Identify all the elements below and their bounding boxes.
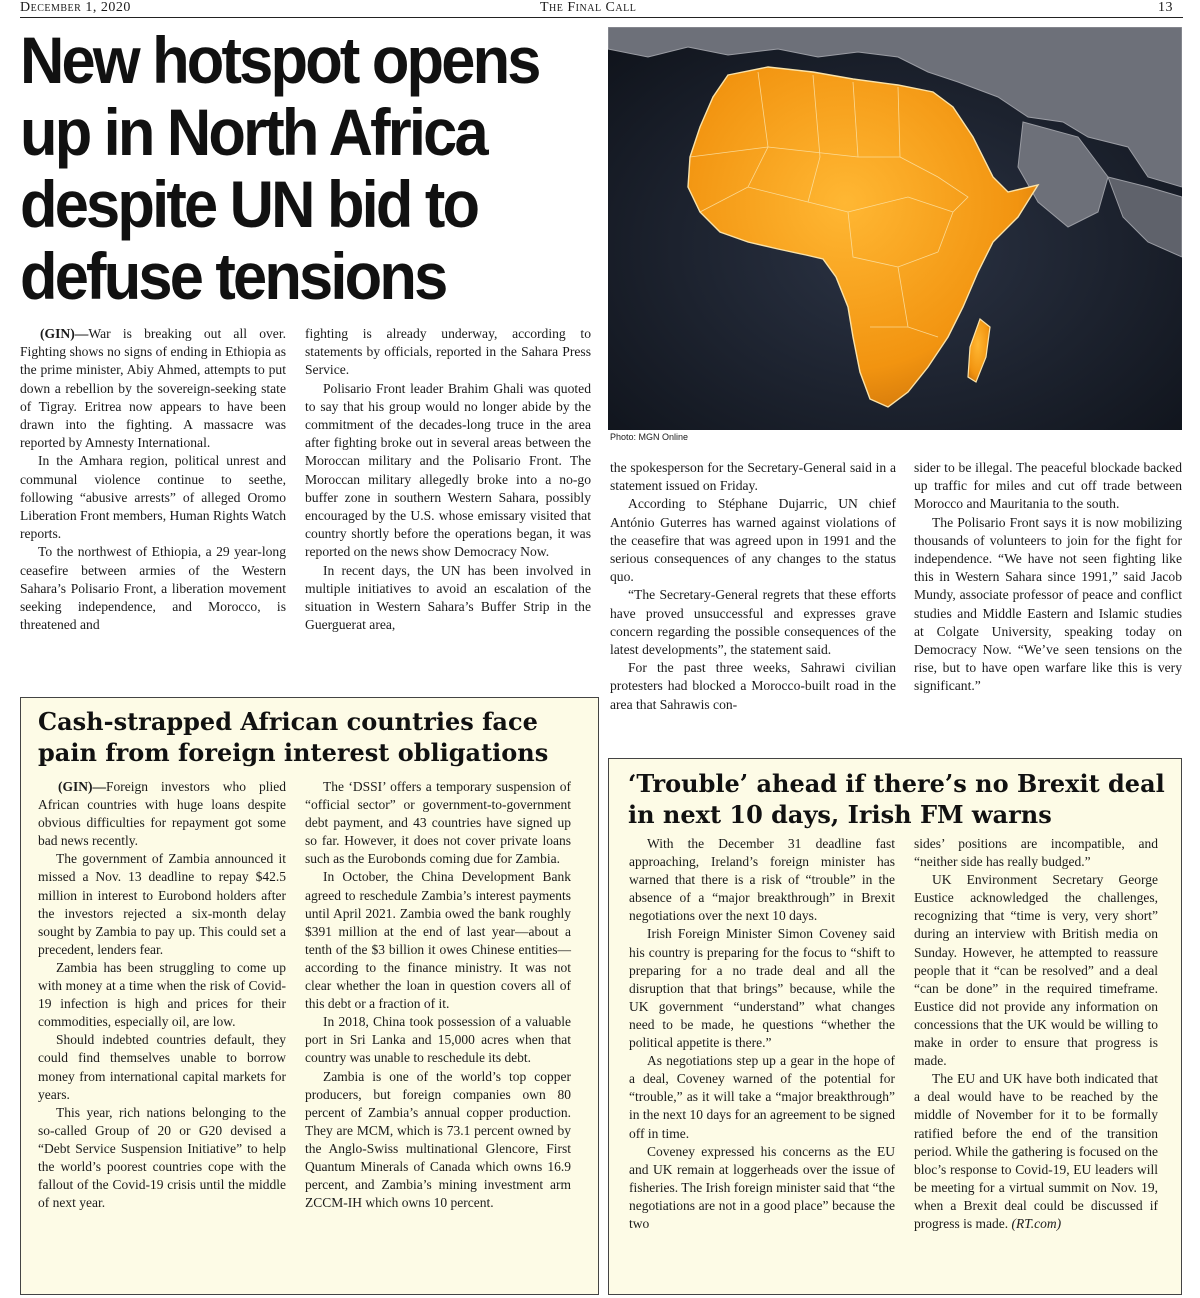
dateline: (GIN)— [40,326,89,341]
debt-paragraph: Zambia is one of the world’s top copper producers, but foreign companies own 80 percent of Zambia’s annual copper production. They are MCM, which is 73.1 percent owned by the Anglo-Swiss multinational Glencore, First Quantum Minerals of Canada which owns 16.9 percent, and Zambia’s mining investment arm ZCCM-IH which owns 10 percent. [305,1068,571,1211]
lead-paragraph: sider to be illegal. The peaceful blockade backed up traffic for miles and cut off trade between Morocco and Mauritania to the south. [914,460,1182,512]
lead-column-3 [610,459,896,714]
lead-column-4 [914,459,1182,696]
lead-column-1 [20,325,286,634]
brexit-paragraph: UK Environment Secretary George Eustice acknowledged the challenges, recognizing that “time is very, very short” during an interview with British media on Sunday. However, he attempted to reassure people that it “can be resolved” and a deal “can be done” in the required timeframe. Eustice did not provide any information on concessions that the UK would be willing to make in order to ensure that progress is made. [914,872,1158,1069]
lead-paragraph: For the past three weeks, Sahrawi civilian protesters had blocked a Morocco-built road in the area that Sahrawis con- [610,660,896,712]
lead-paragraph: The Polisario Front says it is now mobilizing thousands of volunteers to join for the fight for independence. “We have not seen fighting like this in Western Sahara since 1991,” said Jacob Mundy, associate professor of peace and conflict studies and Middle Eastern and Islamic studies at Colgate University, speaking today on Democracy Now. “We’ve seen tensions on the rise, but to have open warfare like this is very significant.” [914,514,1182,694]
issue-date: December 1, 2020 [20,0,131,15]
brexit-paragraph: Coveney expressed his concerns as the EU and UK remain at loggerheads over the issue of fisheries. The Irish foreign minister said that “the negotiations are not in a good place” because the two [629,1143,895,1231]
photo-credit: Photo: MGN Online [610,432,689,442]
source-credit: (RT.com) [1011,1215,1062,1231]
debt-paragraph: Zambia has been struggling to come up with money at a time when the risk of Covid-19 infection is high and prices for their commodities, especially oil, are low. [38,959,286,1030]
lead-paragraph: Polisario Front leader Brahim Ghali was quoted to say that his group would no longer abide by the commitment of the decades-long truce in the area after fighting broke out in several areas between the Moroccan military and the Polisario Front. The Moroccan military allegedly broke into a no-go buffer zone in southern Western Sahara, possibly encouraged by the U.S. whose emissary visited that country shortly before the operations began, it was reported on the news show Democracy Now. [305,380,591,560]
lead-paragraph: In recent days, the UN has been involved in multiple initiatives to avoid an escalation of the situation in Western Sahara’s Buffer Strip in the Guerguerat area, [305,562,591,633]
debt-paragraph: The ‘DSSI’ offers a temporary suspension of “official sector” or government-to-government debt payment, and 43 countries have signed up so far. However, it does not cover private loans such as the Eurobonds coming due for Zambia. [305,779,571,867]
debt-paragraph: In October, the China Development Bank agreed to reschedule Zambia’s interest payments until April 2021. Zambia owed the bank roughly $391 million at the end of last year—about a tenth of the $3 billion it owes Chinese entities—according to the finance ministry. It was not clear whether the loan in question covers all of this debt or a fraction of it. [305,869,571,1012]
debt-paragraph: In 2018, China took possession of a valuable port in Sri Lanka and 15,000 acres when that country was unable to reschedule its debt. [305,1014,571,1066]
brexit-paragraph: sides’ positions are incompatible, and “neither side has really budged.” [914,836,1158,870]
lead-paragraph: (GIN)—War is breaking out all over. Fighting shows no signs of ending in Ethiopia as the prime minister, Abiy Ahmed, attempts to put down a rebellion by the sovereign-seeking state of Tigray. Eritrea now appears to have been drawn into the fighting. A massacre was reported by Amnesty International. [20,326,286,451]
lead-paragraph: To the northwest of Ethiopia, a 29 year-long ceasefire between armies of the Western Sahara’s Polisario Front, a liberation movement seeking independence, and Morocco, is threatened and [20,544,286,633]
page-number: 13 [1158,0,1173,15]
paper-name: The Final Call [540,0,637,15]
lead-column-2 [305,325,591,634]
brexit-column-2 [914,835,1158,1233]
lead-paragraph: “The Secretary-General regrets that these efforts have proved unsuccessful and expresses grave concern regarding the possible consequences of the latest developments”, the statement said. [610,587,896,658]
brexit-paragraph: With the December 31 deadline fast approaching, Ireland’s foreign minister has warned that there is a risk of “trouble” in the absence of a “major breakthrough” in Brexit negotiations over the next 10 days. [629,836,895,924]
brexit-column-1 [629,835,895,1233]
debt-paragraph: The government of Zambia announced it missed a Nov. 13 deadline to repay $42.5 million in interest to Eurobond holders after the investors rejected a six-month delay sought by Zambia to pay up. This could set a precedent, lenders fear. [38,851,286,957]
debt-paragraph: (GIN)—Foreign investors who plied African countries with huge loans despite obvious difficulties for repayment got some bad news recently. [38,779,286,849]
debt-column-1 [38,778,286,1212]
africa-map-illustration [608,27,1182,430]
lead-paragraph: In the Amhara region, political unrest and communal violence continue to seethe, following “abusive arrests” of alleged Oromo Liberation Front members, Human Rights Watch reports. [20,453,286,542]
header-rule [20,17,1183,18]
lead-headline: New hotspot opens up in North Africa despite UN bid to defuse tensions [20,23,539,313]
brexit-paragraph: The EU and UK have both indicated that a deal would have to be reached by the middle of November for it to be formally ratified before the end of the transition period. While the gathering is focused on the bloc’s response to Covid-19, EU leaders will be meeting for a virtual summit on Nov. 19, when a Brexit deal could be discussed if progress is made. (RT.com) [914,1071,1158,1231]
africa-map-photo [608,27,1182,430]
dateline: (GIN)— [58,779,106,794]
debt-paragraph: Should indebted countries default, they could find themselves unable to borrow money from international capital markets for years. [38,1032,286,1102]
lead-paragraph: the spokesperson for the Secretary-General said in a statement issued on Friday. [610,460,896,494]
debt-paragraph: This year, rich nations belonging to the so-called Group of 20 or G20 devised a “Debt Service Suspension Initiative” to help the world’s poorest countries cope with the fallout of the Covid-19 crisis until the middle of next year. [38,1104,286,1211]
debt-headline: Cash-strapped African countries face pain from foreign interest obligations [38,707,549,767]
lead-paragraph: According to Stéphane Dujarric, UN chief António Guterres has warned against violations of the ceasefire that was agreed upon in 1991 and the serious consequences of any changes to the status quo. [610,496,896,585]
brexit-paragraph: As negotiations step up a gear in the hope of a deal, Coveney warned of the potential for “trouble,” as it will take a “major breakthrough” in the next 10 days for an agreement to be signed off in time. [629,1053,895,1141]
lead-paragraph: fighting is already underway, according to statements by officials, reported in the Sahara Press Service. [305,326,591,378]
debt-column-2 [305,778,571,1212]
brexit-headline: ‘Trouble’ ahead if there’s no Brexit deal in next 10 days, Irish FM warns [628,769,1165,829]
brexit-paragraph: Irish Foreign Minister Simon Coveney said his country is preparing for the focus to “shift to preparing for a no trade deal and all the disruption that that brings” because, while the UK government “understand” what changes need to be made, he questions “whether the political appetite is there.” [629,926,895,1051]
